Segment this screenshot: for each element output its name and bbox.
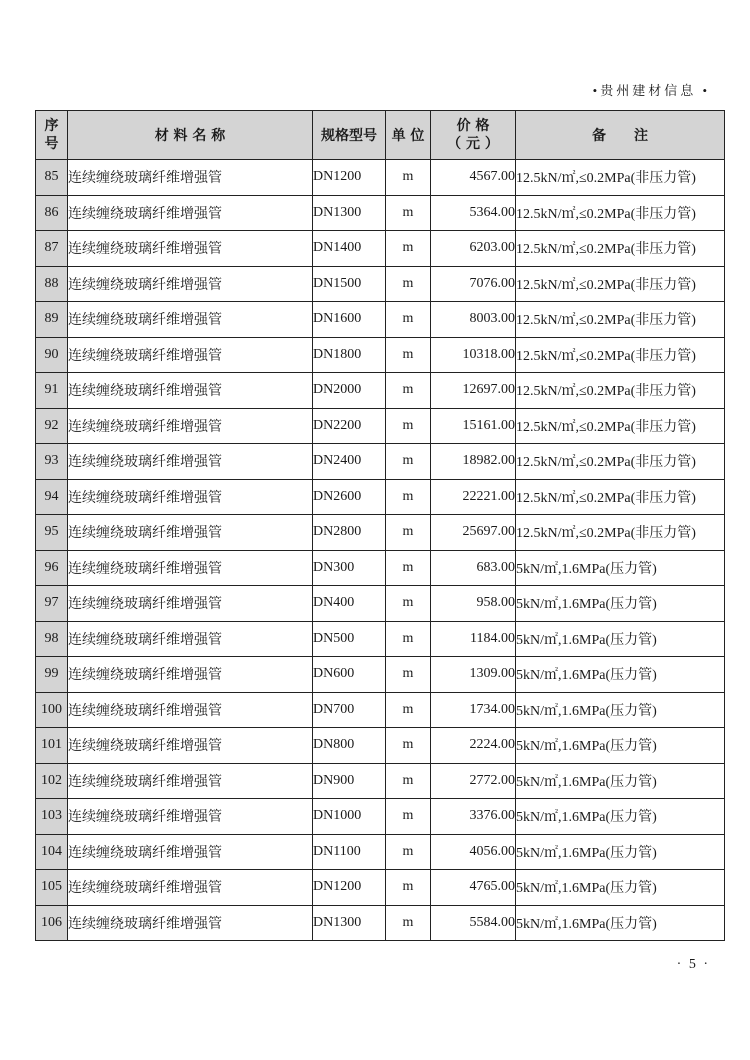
cell-material-name: 连续缠绕玻璃纤维增强管 [68,550,313,586]
cell-unit: m [386,444,431,480]
cell-spec: DN1500 [313,266,386,302]
cell-spec: DN600 [313,657,386,693]
cell-price: 2224.00 [431,728,516,764]
cell-unit: m [386,799,431,835]
cell-price: 683.00 [431,550,516,586]
column-header-note: 备 注 [516,111,725,160]
cell-price: 4765.00 [431,870,516,906]
table-row [36,550,725,586]
cell-seq: 88 [36,266,68,302]
cell-unit: m [386,834,431,870]
cell-note: 5kN/㎡,1.6MPa(压力管) [516,621,725,657]
cell-note: 5kN/㎡,1.6MPa(压力管) [516,870,725,906]
cell-unit: m [386,302,431,338]
table-row [36,302,725,338]
cell-spec: DN2400 [313,444,386,480]
cell-unit: m [386,870,431,906]
cell-material-name: 连续缠绕玻璃纤维增强管 [68,763,313,799]
cell-price: 25697.00 [431,515,516,551]
cell-price: 12697.00 [431,373,516,409]
column-header-spec: 规格型号 [313,111,386,160]
cell-note: 5kN/㎡,1.6MPa(压力管) [516,763,725,799]
cell-material-name: 连续缠绕玻璃纤维增强管 [68,302,313,338]
cell-price: 18982.00 [431,444,516,480]
cell-spec: DN1200 [313,160,386,196]
cell-spec: DN2200 [313,408,386,444]
cell-material-name: 连续缠绕玻璃纤维增强管 [68,408,313,444]
cell-unit: m [386,692,431,728]
cell-price: 2772.00 [431,763,516,799]
table-row [36,586,725,622]
table-row [36,834,725,870]
cell-unit: m [386,763,431,799]
column-header-seq [36,111,68,160]
cell-material-name: 连续缠绕玻璃纤维增强管 [68,479,313,515]
table-row [36,657,725,693]
cell-seq: 87 [36,231,68,267]
cell-seq: 98 [36,621,68,657]
cell-note: 12.5kN/㎡,≤0.2MPa(非压力管) [516,266,725,302]
cell-spec: DN1300 [313,195,386,231]
cell-spec: DN500 [313,621,386,657]
cell-note: 12.5kN/㎡,≤0.2MPa(非压力管) [516,302,725,338]
cell-material-name: 连续缠绕玻璃纤维增强管 [68,905,313,941]
cell-seq: 91 [36,373,68,409]
cell-unit: m [386,550,431,586]
cell-seq: 96 [36,550,68,586]
cell-price: 10318.00 [431,337,516,373]
column-header-seq-line2: 号 [44,136,59,152]
cell-seq: 100 [36,692,68,728]
table-row [36,799,725,835]
cell-spec: DN2800 [313,515,386,551]
cell-spec: DN1000 [313,799,386,835]
cell-seq: 101 [36,728,68,764]
table-row [36,231,725,267]
cell-spec: DN1200 [313,870,386,906]
cell-note: 12.5kN/㎡,≤0.2MPa(非压力管) [516,195,725,231]
cell-seq: 103 [36,799,68,835]
cell-seq: 90 [36,337,68,373]
cell-price: 6203.00 [431,231,516,267]
cell-unit: m [386,657,431,693]
cell-price: 7076.00 [431,266,516,302]
cell-material-name: 连续缠绕玻璃纤维增强管 [68,728,313,764]
cell-spec: DN800 [313,728,386,764]
cell-material-name: 连续缠绕玻璃纤维增强管 [68,231,313,267]
table-body [36,160,725,941]
table-row [36,692,725,728]
cell-note: 12.5kN/㎡,≤0.2MPa(非压力管) [516,373,725,409]
cell-price: 15161.00 [431,408,516,444]
cell-price: 1734.00 [431,692,516,728]
cell-seq: 89 [36,302,68,338]
table-row [36,870,725,906]
cell-price: 3376.00 [431,799,516,835]
cell-price: 4567.00 [431,160,516,196]
cell-material-name: 连续缠绕玻璃纤维增强管 [68,692,313,728]
cell-material-name: 连续缠绕玻璃纤维增强管 [68,799,313,835]
cell-unit: m [386,373,431,409]
cell-spec: DN2000 [313,373,386,409]
cell-note: 5kN/㎡,1.6MPa(压力管) [516,550,725,586]
column-header-seq-line1: 序 [44,118,59,134]
cell-seq: 104 [36,834,68,870]
cell-material-name: 连续缠绕玻璃纤维增强管 [68,195,313,231]
cell-note: 12.5kN/㎡,≤0.2MPa(非压力管) [516,479,725,515]
cell-material-name: 连续缠绕玻璃纤维增强管 [68,586,313,622]
cell-spec: DN700 [313,692,386,728]
cell-seq: 93 [36,444,68,480]
cell-material-name: 连续缠绕玻璃纤维增强管 [68,870,313,906]
cell-spec: DN1400 [313,231,386,267]
table-row [36,337,725,373]
cell-material-name: 连续缠绕玻璃纤维增强管 [68,657,313,693]
cell-seq: 99 [36,657,68,693]
cell-material-name: 连续缠绕玻璃纤维增强管 [68,160,313,196]
cell-unit: m [386,160,431,196]
table-row [36,444,725,480]
column-header-price-line2: （ 元 ） [447,136,499,152]
cell-seq: 105 [36,870,68,906]
cell-material-name: 连续缠绕玻璃纤维增强管 [68,266,313,302]
column-header-price-line1: 价 格 [456,118,490,134]
table-row [36,408,725,444]
cell-note: 5kN/㎡,1.6MPa(压力管) [516,692,725,728]
cell-unit: m [386,586,431,622]
table-row [36,515,725,551]
cell-unit: m [386,621,431,657]
cell-price: 1184.00 [431,621,516,657]
cell-spec: DN2600 [313,479,386,515]
table-row [36,621,725,657]
cell-seq: 85 [36,160,68,196]
cell-note: 5kN/㎡,1.6MPa(压力管) [516,905,725,941]
cell-note: 12.5kN/㎡,≤0.2MPa(非压力管) [516,408,725,444]
cell-seq: 86 [36,195,68,231]
column-header-name: 材 料 名 称 [68,111,313,160]
page-number: · 5 · [676,957,710,972]
cell-price: 5584.00 [431,905,516,941]
cell-seq: 92 [36,408,68,444]
table-header-row [36,111,725,160]
cell-spec: DN1300 [313,905,386,941]
cell-note: 12.5kN/㎡,≤0.2MPa(非压力管) [516,160,725,196]
cell-note: 5kN/㎡,1.6MPa(压力管) [516,728,725,764]
table-row [36,728,725,764]
table-row [36,195,725,231]
cell-price: 4056.00 [431,834,516,870]
cell-material-name: 连续缠绕玻璃纤维增强管 [68,337,313,373]
cell-note: 5kN/㎡,1.6MPa(压力管) [516,657,725,693]
cell-seq: 94 [36,479,68,515]
cell-material-name: 连续缠绕玻璃纤维增强管 [68,373,313,409]
cell-spec: DN300 [313,550,386,586]
cell-unit: m [386,408,431,444]
table-row [36,160,725,196]
cell-material-name: 连续缠绕玻璃纤维增强管 [68,834,313,870]
column-header-price [431,111,516,160]
cell-unit: m [386,266,431,302]
cell-unit: m [386,479,431,515]
cell-unit: m [386,905,431,941]
cell-seq: 106 [36,905,68,941]
table-row [36,373,725,409]
cell-note: 12.5kN/㎡,≤0.2MPa(非压力管) [516,231,725,267]
cell-note: 12.5kN/㎡,≤0.2MPa(非压力管) [516,337,725,373]
cell-unit: m [386,337,431,373]
cell-price: 1309.00 [431,657,516,693]
table-row [36,266,725,302]
cell-unit: m [386,515,431,551]
cell-unit: m [386,728,431,764]
cell-spec: DN1100 [313,834,386,870]
cell-unit: m [386,231,431,267]
column-header-unit: 单 位 [386,111,431,160]
cell-note: 12.5kN/㎡,≤0.2MPa(非压力管) [516,444,725,480]
cell-note: 5kN/㎡,1.6MPa(压力管) [516,799,725,835]
cell-seq: 102 [36,763,68,799]
cell-spec: DN900 [313,763,386,799]
cell-seq: 95 [36,515,68,551]
price-table [35,110,725,941]
cell-material-name: 连续缠绕玻璃纤维增强管 [68,621,313,657]
cell-note: 12.5kN/㎡,≤0.2MPa(非压力管) [516,515,725,551]
cell-spec: DN1600 [313,302,386,338]
publication-header: •贵州建材信息 • [592,83,710,98]
cell-spec: DN1800 [313,337,386,373]
cell-spec: DN400 [313,586,386,622]
cell-price: 8003.00 [431,302,516,338]
table-row [36,763,725,799]
cell-material-name: 连续缠绕玻璃纤维增强管 [68,444,313,480]
cell-note: 5kN/㎡,1.6MPa(压力管) [516,834,725,870]
cell-unit: m [386,195,431,231]
table-row [36,479,725,515]
cell-price: 958.00 [431,586,516,622]
cell-price: 5364.00 [431,195,516,231]
cell-seq: 97 [36,586,68,622]
cell-material-name: 连续缠绕玻璃纤维增强管 [68,515,313,551]
table-row [36,905,725,941]
cell-note: 5kN/㎡,1.6MPa(压力管) [516,586,725,622]
cell-price: 22221.00 [431,479,516,515]
